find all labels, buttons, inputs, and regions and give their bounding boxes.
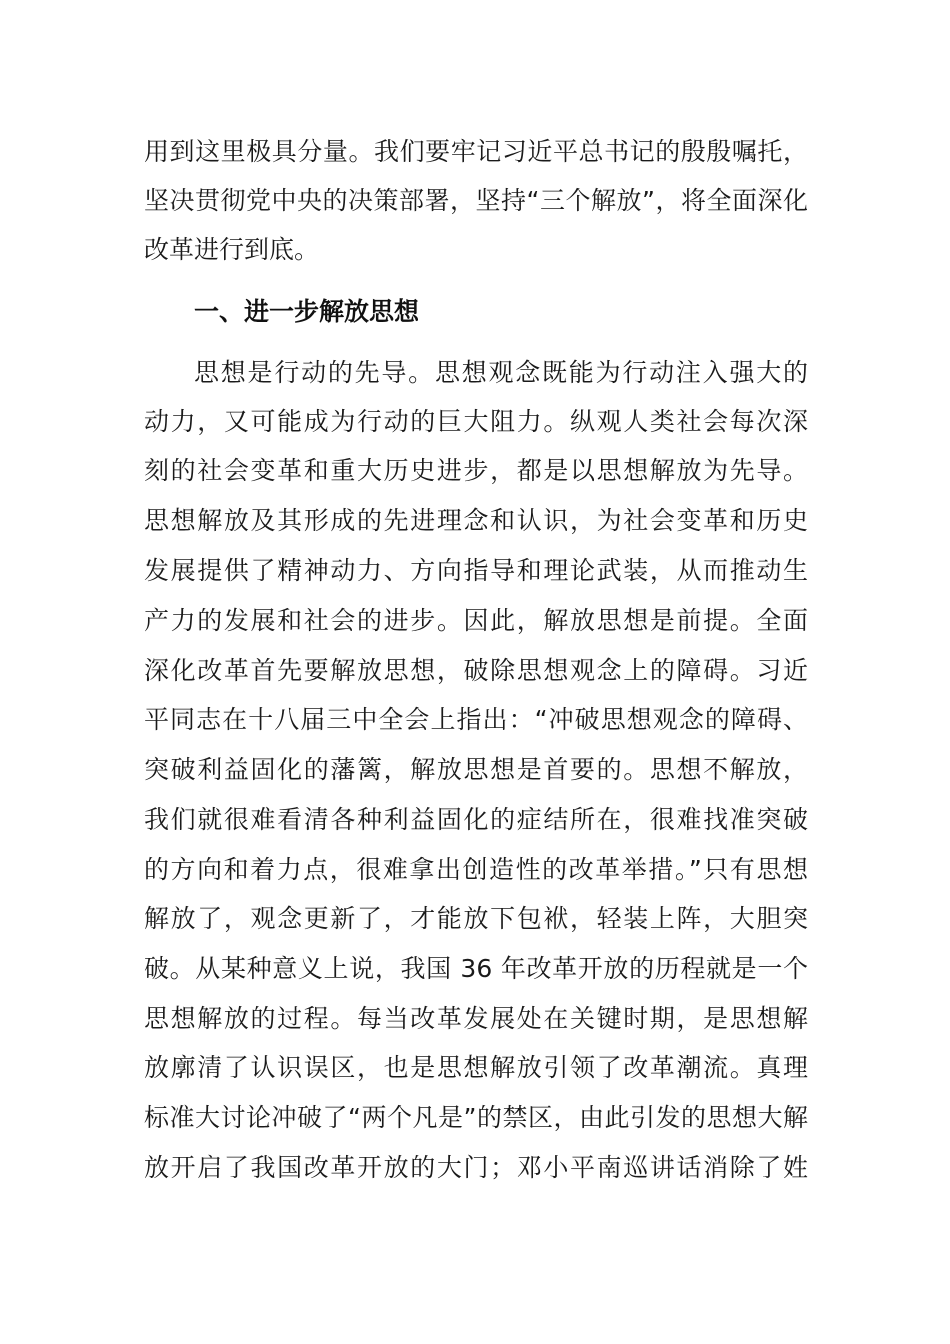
body-line-8: 平同志在十八届三中全会上指出：“冲破思想观念的障碍、 — [144, 705, 808, 734]
body-line-1: 思想是行动的先导。思想观念既能为行动注入强大的 — [194, 358, 808, 387]
body-line-10: 我们就很难看清各种利益固化的症结所在，很难找准突破 — [144, 805, 808, 834]
section-heading: 一、进一步解放思想 — [194, 297, 420, 326]
body-line-4: 思想解放及其形成的先进理念和认识，为社会变革和历史 — [144, 506, 808, 535]
body-line-3: 刻的社会变革和重大历史进步，都是以思想解放为先导。 — [144, 456, 808, 485]
intro-line-2: 坚决贯彻党中央的决策部署，坚持“三个解放”，将全面深化 — [144, 186, 808, 215]
body-line-11: 的方向和着力点，很难拿出创造性的改革举措。”只有思想 — [144, 855, 808, 884]
body-line-17: 放开启了我国改革开放的大门；邓小平南巡讲话消除了姓 — [144, 1153, 808, 1182]
body-line-2: 动力，又可能成为行动的巨大阻力。纵观人类社会每次深 — [144, 407, 808, 436]
body-line-9: 突破利益固化的藩篱，解放思想是首要的。思想不解放， — [144, 755, 808, 784]
body-line-12: 解放了，观念更新了，才能放下包袱，轻装上阵，大胆突 — [144, 904, 808, 933]
body-line-13: 破。从某种意义上说，我国 36 年改革开放的历程就是一个 — [144, 954, 808, 983]
body-line-15: 放廓清了认识误区，也是思想解放引领了改革潮流。真理 — [144, 1053, 808, 1082]
intro-line-1: 用到这里极具分量。我们要牢记习近平总书记的殷殷嘱托， — [144, 137, 808, 166]
body-line-16: 标准大讨论冲破了“两个凡是”的禁区，由此引发的思想大解 — [144, 1103, 808, 1132]
body-line-7: 深化改革首先要解放思想，破除思想观念上的障碍。习近 — [144, 656, 808, 685]
body-line-14: 思想解放的过程。每当改革发展处在关键时期，是思想解 — [144, 1004, 808, 1033]
intro-line-3: 改革进行到底。 — [144, 235, 320, 264]
body-line-5: 发展提供了精神动力、方向指导和理论武装，从而推动生 — [144, 556, 808, 585]
body-line-6: 产力的发展和社会的进步。因此，解放思想是前提。全面 — [144, 606, 808, 635]
